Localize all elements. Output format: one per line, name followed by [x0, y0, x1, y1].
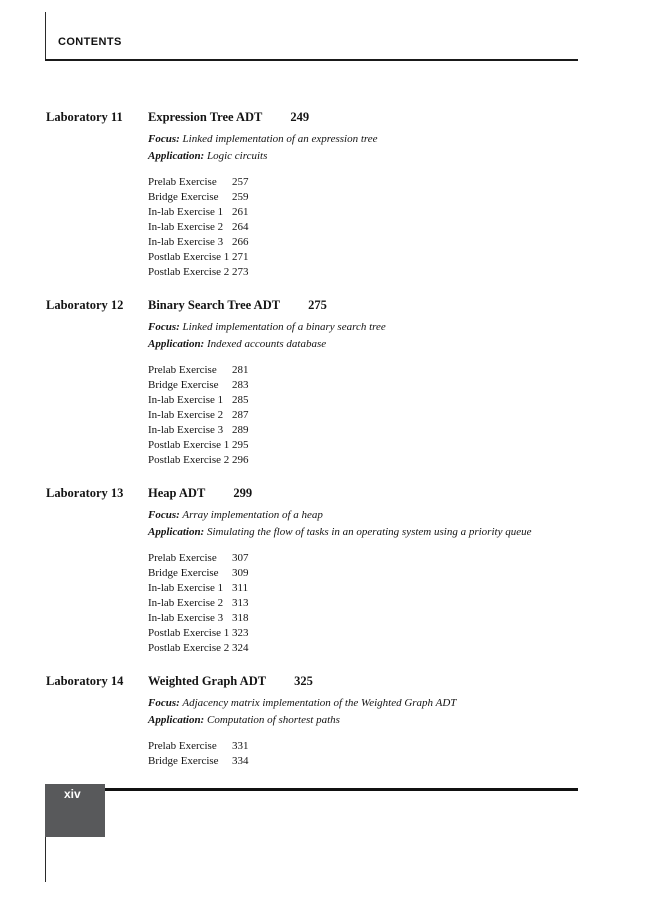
exercise-name: In-lab Exercise 2 [148, 409, 224, 421]
exercise-name: In-lab Exercise 1 [148, 206, 224, 218]
application-label: Application: [148, 714, 205, 726]
exercise-name: Bridge Exercise [148, 755, 219, 767]
exercise-row [148, 363, 621, 378]
exercise-page-number: 281 [232, 364, 249, 376]
exercise-page-number: 283 [232, 379, 249, 391]
focus-text: Array implementation of a heap [182, 509, 323, 521]
lab-title-row [148, 297, 621, 313]
exercise-page-number: 318 [232, 612, 249, 624]
lab-section [46, 485, 621, 656]
exercise-page-number: 289 [232, 424, 249, 436]
exercise-name: Prelab Exercise [148, 740, 217, 752]
application-line [148, 525, 621, 539]
exercise-row [148, 423, 621, 438]
exercise-page-number: 259 [232, 191, 249, 203]
exercise-page-number: 307 [232, 552, 249, 564]
application-line [148, 337, 621, 351]
exercise-name: In-lab Exercise 1 [148, 582, 224, 594]
application-text: Indexed accounts database [206, 338, 327, 350]
focus-label: Focus: [148, 133, 180, 145]
exercise-page-number: 257 [232, 176, 249, 188]
application-label: Application: [148, 338, 205, 350]
exercise-name: Bridge Exercise [148, 567, 219, 579]
focus-line [148, 320, 621, 334]
exercise-page-number: 287 [232, 409, 249, 421]
exercise-page-number: 266 [232, 236, 249, 248]
footer-page-box [45, 784, 105, 837]
lab-section [46, 297, 621, 468]
lab-section [46, 673, 621, 769]
lab-title-row [148, 673, 621, 689]
lab-details [148, 297, 621, 468]
lab-title-row [148, 485, 621, 501]
lab-title: Heap ADT [148, 486, 206, 500]
exercise-page-number: 323 [232, 627, 249, 639]
exercise-row [148, 641, 621, 656]
exercise-name: Postlab Exercise 2 [148, 454, 230, 466]
lab-details [148, 109, 621, 280]
application-line [148, 713, 621, 727]
exercise-row [148, 190, 621, 205]
exercise-row [148, 393, 621, 408]
focus-label: Focus: [148, 321, 180, 333]
focus-text: Linked implementation of an expression tree [182, 133, 378, 145]
exercise-name: Prelab Exercise [148, 364, 217, 376]
lab-page-number: 275 [308, 298, 327, 312]
lab-title: Weighted Graph ADT [148, 674, 267, 688]
exercise-page-number: 331 [232, 740, 249, 752]
focus-line [148, 696, 621, 710]
exercise-name: In-lab Exercise 2 [148, 221, 224, 233]
exercise-name: Prelab Exercise [148, 176, 217, 188]
exercise-name: Postlab Exercise 1 [148, 627, 230, 639]
focus-label: Focus: [148, 509, 180, 521]
lab-title: Binary Search Tree ADT [148, 298, 281, 312]
exercise-name: In-lab Exercise 3 [148, 424, 224, 436]
exercise-list [148, 363, 621, 468]
exercise-name: Postlab Exercise 2 [148, 642, 230, 654]
application-label: Application: [148, 526, 205, 538]
exercise-page-number: 324 [232, 642, 249, 654]
exercise-name: In-lab Exercise 2 [148, 597, 224, 609]
lab-page-number: 249 [290, 110, 310, 124]
exercise-row [148, 175, 621, 190]
lab-section [46, 109, 621, 280]
lab-title: Expression Tree ADT [148, 110, 263, 124]
toc-body [46, 109, 621, 786]
exercise-row [148, 551, 621, 566]
lab-label: Laboratory 13 [46, 486, 124, 500]
exercise-row [148, 611, 621, 626]
exercise-page-number: 273 [232, 266, 249, 278]
exercise-page-number: 309 [232, 567, 249, 579]
focus-line [148, 132, 621, 146]
application-text: Computation of shortest paths [206, 714, 340, 726]
exercise-name: In-lab Exercise 3 [148, 612, 224, 624]
application-text: Logic circuits [206, 150, 268, 162]
exercise-page-number: 311 [232, 582, 249, 594]
application-line [148, 149, 621, 163]
exercise-row [148, 626, 621, 641]
exercise-name: Postlab Exercise 1 [148, 439, 230, 451]
footer-rule [105, 788, 578, 791]
header-rule [45, 59, 578, 61]
exercise-row [148, 453, 621, 468]
exercise-row [148, 408, 621, 423]
exercise-name: Postlab Exercise 1 [148, 251, 230, 263]
exercise-page-number: 271 [232, 251, 249, 263]
contents-header: CONTENTS [58, 36, 122, 48]
footer-page-number: xiv [64, 787, 81, 801]
lab-details [148, 673, 621, 769]
exercise-row [148, 581, 621, 596]
exercise-page-number: 313 [232, 597, 249, 609]
exercise-row [148, 378, 621, 393]
exercise-row [148, 596, 621, 611]
focus-text: Linked implementation of a binary search tree [182, 321, 386, 333]
lab-page-number: 299 [233, 486, 253, 500]
lab-label: Laboratory 14 [46, 674, 124, 688]
lab-label: Laboratory 12 [46, 298, 124, 312]
left-margin-line-bottom [45, 837, 46, 882]
exercise-list [148, 739, 621, 769]
focus-label: Focus: [148, 697, 180, 709]
exercise-row [148, 739, 621, 754]
exercise-name: In-lab Exercise 3 [148, 236, 224, 248]
left-margin-line-top [45, 12, 46, 60]
exercise-page-number: 261 [232, 206, 249, 218]
exercise-row [148, 265, 621, 280]
exercise-name: Bridge Exercise [148, 191, 219, 203]
exercise-list [148, 551, 621, 656]
exercise-list [148, 175, 621, 280]
exercise-row [148, 205, 621, 220]
exercise-name: Prelab Exercise [148, 552, 217, 564]
lab-label: Laboratory 11 [46, 110, 123, 124]
exercise-row [148, 566, 621, 581]
exercise-row [148, 438, 621, 453]
exercise-row [148, 235, 621, 250]
exercise-row [148, 250, 621, 265]
exercise-page-number: 296 [232, 454, 249, 466]
exercise-row [148, 220, 621, 235]
exercise-page-number: 264 [232, 221, 249, 233]
exercise-name: Bridge Exercise [148, 379, 219, 391]
application-text: Simulating the flow of tasks in an operating system using a priority queue [206, 526, 532, 538]
lab-details [148, 485, 621, 656]
focus-text: Adjacency matrix implementation of the Weighted Graph ADT [182, 697, 457, 709]
exercise-name: In-lab Exercise 1 [148, 394, 224, 406]
exercise-page-number: 285 [232, 394, 249, 406]
exercise-page-number: 334 [232, 755, 249, 767]
exercise-name: Postlab Exercise 2 [148, 266, 230, 278]
focus-line [148, 508, 621, 522]
lab-title-row [148, 109, 621, 125]
exercise-page-number: 295 [232, 439, 249, 451]
lab-page-number: 325 [294, 674, 313, 688]
application-label: Application: [148, 150, 205, 162]
exercise-row [148, 754, 621, 769]
